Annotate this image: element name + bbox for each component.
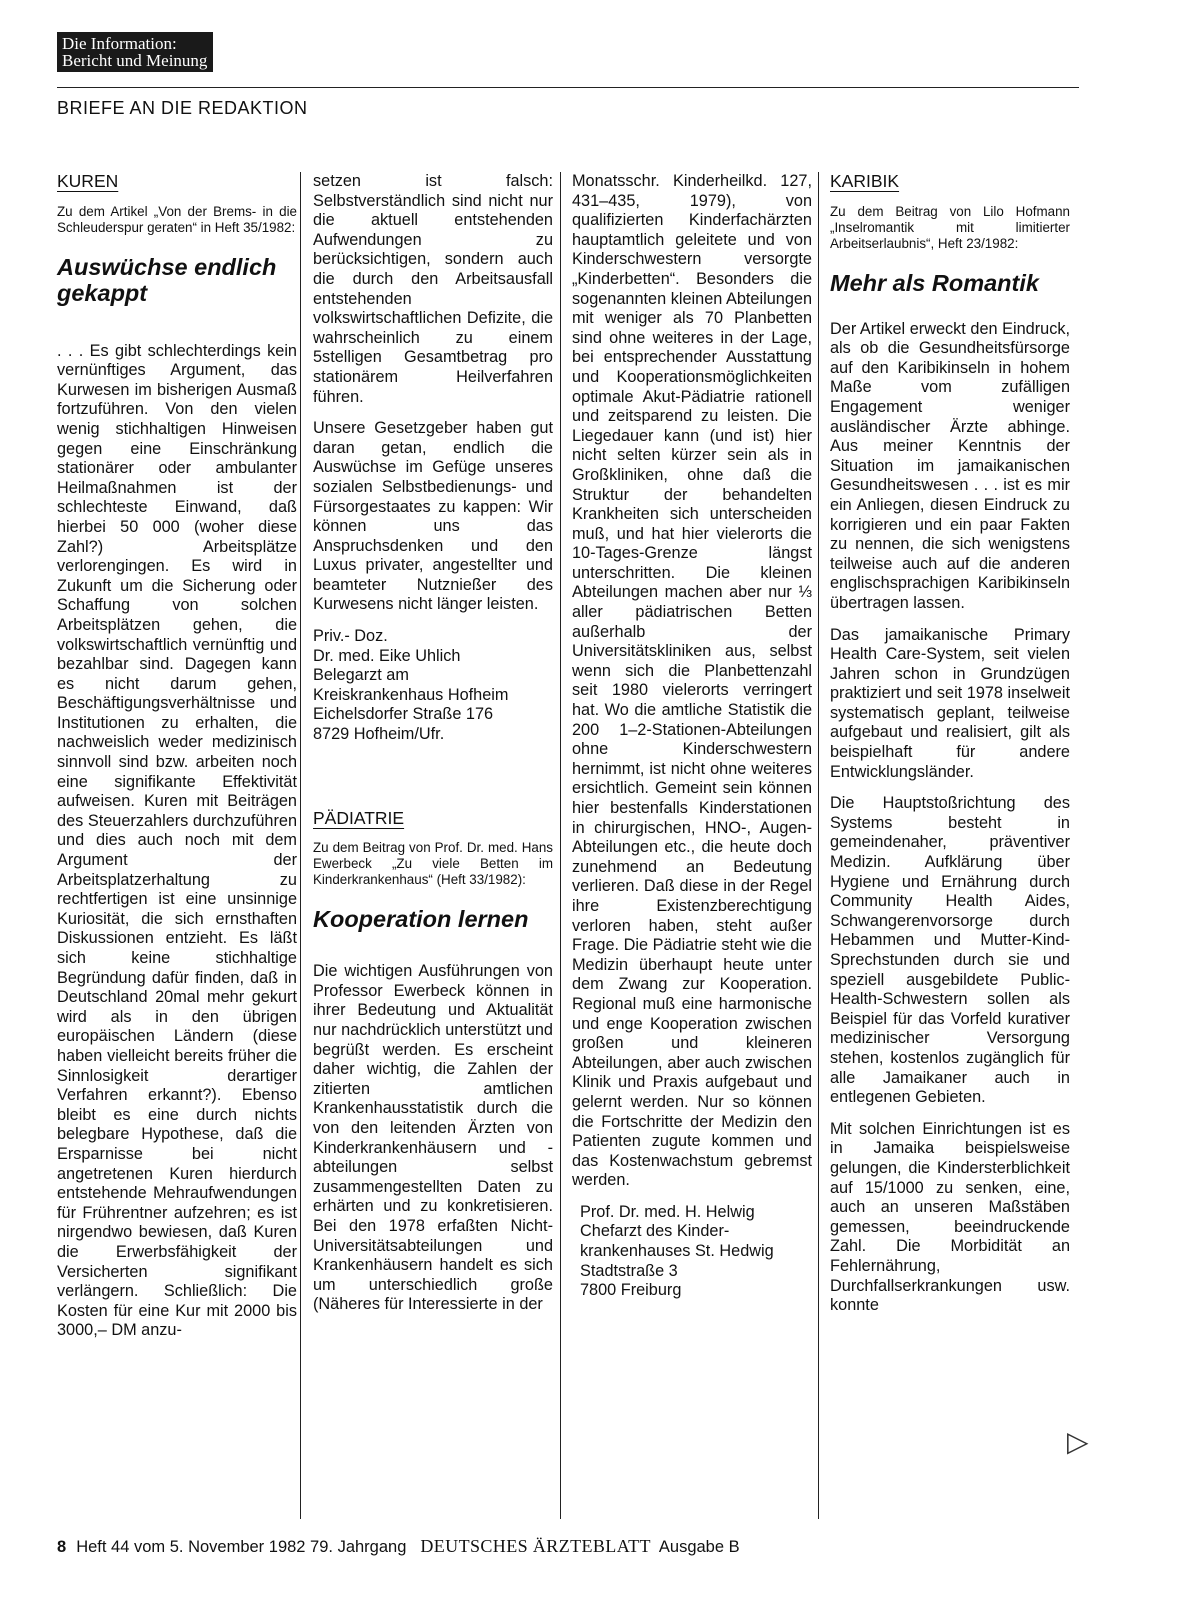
signature-line: Dr. med. Eike Uhlich — [313, 646, 461, 665]
edition-label: Ausgabe B — [658, 1538, 740, 1556]
badge-line-2: Bericht und Meinung — [62, 51, 208, 70]
article-reference: Zu dem Beitrag von Prof. Dr. med. Hans Ewerbeck „Zu viele Betten im Kinderkrankenhaus“ (Heft 33/1982): — [313, 840, 553, 888]
column-4 — [830, 172, 1070, 1328]
column-1 — [57, 172, 297, 1353]
letter-paragraph: . . . Es gibt schlechterdings kein vernünftiges Argument, das Kurwesen im bisherigen Ausmaß fortzuführen. Von den vielen wenig stichhaltigen Hinweisen gegen eine Einschränkung stationärer oder ambulanter Heilmaßnahmen ist der schlechteste Einwand, daß hierbei 50 000 (woher diese Zahl?) Arbeitsplätze verlorengingen. Es wird in Zukunft um die Sicherung oder Schaffung von solchen Arbeitsplätzen gehen, die volkswirtschaftlich vernünftig und bezahlbar sind. Dagegen kann es nicht darum gehen, Beschäftigungsverhältnisse und Institutionen zu erhalten, die nachweislich weder medizinisch sinnvoll sind bzw. arbeiten noch eine signifikante Effektivität aufweisen. Kuren mit Beiträgen des Steuerzahlers durchzuführen und dies auch noch mit dem Argument der Arbeitsplatzerhaltung zu rechtfertigen ist eine unsinnige Kuriosität, die sich ernsthaften Diskussionen entzieht. Es läßt sich keine stichhaltige Begründung dafür finden, daß in Deutschland 20mal mehr gekurt wird als in den übrigen europäischen Ländern (diese haben vielleicht bereits früher die Sinnlosigkeit derartiger Verfahren erkannt?). Ebenso bleibt es eine durch nichts belegbare Hypothese, daß die Ersparnisse bei nicht angetretenen Kuren hierdurch entstehende Mehraufwendungen für Frührentner aufzehren; es ist nirgendwo bewiesen, daß Kuren die Erwerbsfähigkeit der Versicherten signifikant verlängern. Schließlich: Die Kosten für eine Kur mit 2000 bis 3000,– DM anzu- — [57, 341, 297, 1340]
rubric-karibik: KARIBIK — [830, 171, 900, 191]
letter-paragraph: Die Hauptstoßrichtung des Systems besteht in gemeindenaher, präventiver Medizin. Aufklärung über Hygiene und Ernährung durch Community Health Aides, Schwangerenvorsorge durch Hebammen und Mutter-Kind-Sprechstunden durch sie und speziell ausgebildete Public-Health-Schwestern sollen als Beispiel für das Vorfeld kurativer medizinischer Versorgung stehen, kostenlos zugänglich für alle Jamaikaner auch in entlegenen Gebieten. — [830, 794, 1070, 1107]
column-3 — [572, 172, 812, 1313]
letter-paragraph: Der Artikel erweckt den Eindruck, als ob die Gesundheitsfürsorge auf den Karibikinseln in hohem Maße vom zufälligen Engagement weniger ausländischer Ärzte abhinge. Aus meiner Kenntnis der Situation im jamaikanischen Gesundheitswesen . . . ist es mir ein Anliegen, diesen Eindruck zu korrigieren und ein paar Fakten zu nennen, die sich wenigstens teilweise auch auf die anderen englischsprachigen Karibikinseln übertragen lassen. — [830, 319, 1070, 612]
signature-line: Chefarzt des Kinder- — [580, 1222, 730, 1241]
rubric-kuren: KUREN — [57, 171, 119, 191]
signature-line: Prof. Dr. med. H. Helwig — [580, 1202, 755, 1221]
column-2 — [313, 172, 553, 1327]
letter-paragraph: Das jamaikanische Primary Health Care-System, seit vielen Jahren schon in Grundzügen praktiziert und seit 1978 inselweit systematisch geplant, teilweise aufgebaut und realisiert, gilt als beispielhaft für andere Entwicklungsländer. — [830, 625, 1070, 781]
column-divider — [560, 172, 561, 1519]
column-divider — [818, 172, 819, 1519]
article-reference: Zu dem Beitrag von Lilo Hofmann „Inselromantik mit limitierter Arbeitserlaubnis“, Heft 23/1982: — [830, 203, 1070, 251]
page-number: 8 — [57, 1538, 67, 1556]
section-badge — [57, 32, 213, 72]
letter-paragraph: Mit solchen Einrichtungen ist es in Jamaika beispielsweise gelungen, die Kindersterblichkeit auf 15/1000 zu senken, eine, auch an unseren Maßstäben gemessen, beeindruckende Zahl. Die Morbidität an Fehlernährung, Durchfallserkrankungen usw. konnte — [830, 1119, 1070, 1315]
page-footer — [57, 1536, 740, 1557]
column-divider — [300, 172, 301, 1519]
letter-headline: Auswüchse endlich gekappt — [57, 253, 277, 306]
header-rule — [57, 87, 1079, 88]
signature-line: Belegarzt am — [313, 666, 409, 685]
article-reference: Zu dem Artikel „Von der Brems- in die Schleuderspur geraten“ in Heft 35/1982: — [57, 203, 297, 235]
signature-line: 7800 Freiburg — [580, 1281, 682, 1300]
continue-arrow-icon: ▷ — [1067, 1426, 1089, 1457]
letter-paragraph: setzen ist falsch: Selbstverständlich sind nicht nur die aktuell entstehenden Aufwendungen zu berücksichtigen, sondern auch die durch den Arbeitsausfall entstehenden volkswirtschaftlichen Defizite, die wahrscheinlich zu einem 5stelligen Gesamtbetrag pro stationärem Heilverfahren führen. — [313, 172, 553, 406]
section-title: BRIEFE AN DIE REDAKTION — [57, 98, 308, 118]
author-signature — [580, 1203, 812, 1301]
letter-headline: Mehr als Romantik — [830, 269, 1039, 296]
signature-line: 8729 Hofheim/Ufr. — [313, 725, 445, 744]
issue-info: Heft 44 vom 5. November 1982 79. Jahrgang — [76, 1538, 407, 1556]
signature-line: krankenhauses St. Hedwig — [580, 1242, 774, 1261]
letter-headline: Kooperation lernen — [313, 906, 529, 933]
signature-line: Eichelsdorfer Straße 176 — [313, 705, 494, 724]
letter-paragraph: Unsere Gesetzgeber haben gut daran getan, endlich die Auswüchse im Gefüge unseres sozialen Selbstbedienungs- und Fürsorgestaates zu kappen: Wir können uns das Anspruchsdenken und den Luxus privater, angestellter und beamteter Nutznießer des Kurwesens nicht länger leisten. — [313, 419, 553, 614]
letter-paragraph: Die wichtigen Ausführungen von Professor Ewerbeck können in ihrer Bedeutung und Aktualität nur nachdrücklich unterstützt und begrüßt werden. Es erscheint daher wichtig, die Zahlen der zitierten amtlichen Krankenhausstatistik durch die von den leitenden Ärzten von Kinderkrankenhäusern und -abteilungen selbst zusammengestellten Daten zu erhärten und zu konkretisieren. Bei den 1978 erfaßten Nicht-Universitätsabteilungen und Krankenhäusern handelt es sich um unterschiedlich große (Näheres für Interessierte in der — [313, 962, 553, 1314]
signature-line: Stadtstraße 3 — [580, 1261, 678, 1280]
signature-line: Priv.- Doz. — [313, 627, 388, 646]
rubric-paediatrie: PÄDIATRIE — [313, 807, 405, 828]
journal-name: DEUTSCHES ÄRZTEBLATT — [420, 1536, 651, 1556]
letter-paragraph: Monatsschr. Kinderheilkd. 127, 431–435, 1979), von qualifizierten Kinderfachärzten hauptamtlich geleitete und von Kinderschwestern versorgte „Kinderbetten“. Besonders die sogenannten kleinen Abteilungen mit weniger als 70 Planbetten sind ohne weiteres in der Lage, bei entsprechender Ausstattung und Kooperationsmöglichkeiten optimale Akut-Pädiatrie rationell und zeitsparend zu leisten. Die Liegedauer kann (und ist) hier nicht selten kürzer sein als in Großkliniken, ohne daß die Struktur der behandelten Krankheiten sich unterscheiden muß, und hat hier vielerorts die 10-Tages-Grenze längst unterschritten. Die kleinen Abteilungen machen aber nur ⅓ aller pädiatrischen Betten außerhalb der Universitätskliniken aus, selbst wenn sich die Planbettenzahl seit 1980 vielerorts verringert hat. Wo die amtliche Statistik die 200 1–2-Stationen-Abteilungen ohne Kinderschwestern hernimmt, ist nicht ohne weiteres ersichtlich. Gemeint sein können hier bestenfalls Kinderstationen in chirurgischen, HNO-, Augen-Abteilungen etc., die heute doch zunehmend an Bedeutung verlieren. Daß diese in der Regel ihre Existenzberechtigung verloren haben, steht außer Frage. Die Pädiatrie steht wie die Medizin überhaupt heute unter dem Zwang zur Kooperation. Regional muß eine harmonische und enge Kooperation zwischen großen und kleineren Abteilungen, aber auch zwischen Klinik und Praxis aufgebaut und gelernt werden. Nur so können die Fortschritte der Medizin den Patienten zugute kommen und das Kostenwachstum gebremst werden. — [572, 172, 812, 1190]
badge-line-1: Die Information: — [62, 34, 177, 53]
signature-line: Kreiskrankenhaus Hofheim — [313, 685, 509, 704]
author-signature — [313, 627, 553, 745]
